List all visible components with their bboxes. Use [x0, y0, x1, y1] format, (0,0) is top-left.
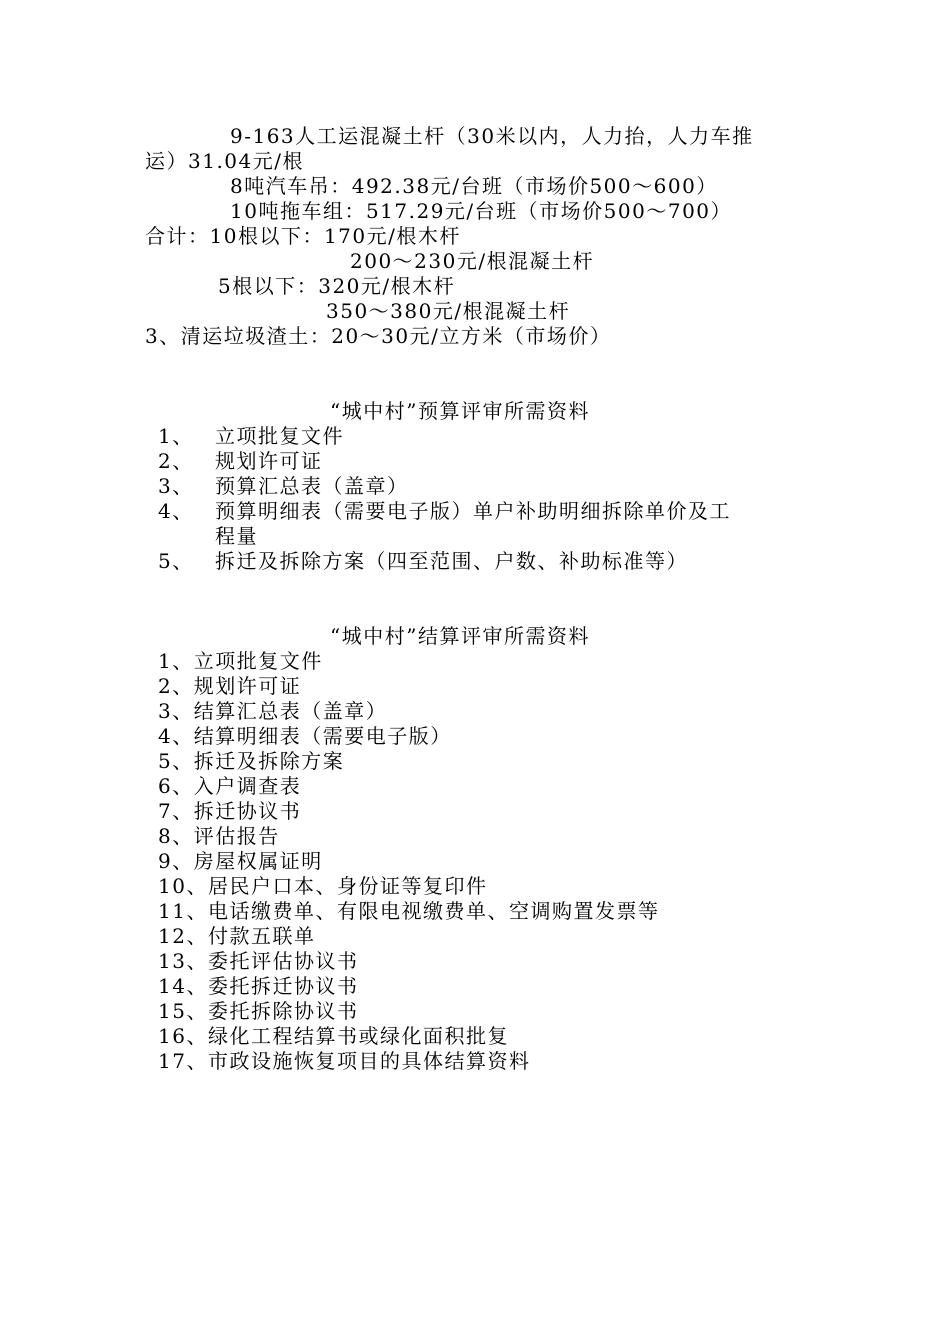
budget-item-text: 预算汇总表（盖章） [215, 474, 409, 498]
budget-item-text: 规划许可证 [215, 449, 323, 473]
budget-item-number: 5、 [158, 549, 194, 573]
settlement-item-11: 11、电话缴费单、有限电视缴费单、空调购置发票等 [158, 899, 660, 923]
settlement-item-16: 16、绿化工程结算书或绿化面积批复 [158, 1024, 509, 1048]
settlement-item-12: 12、付款五联单 [158, 924, 316, 948]
budget-item-number: 1、 [158, 424, 194, 448]
settlement-item-2: 2、规划许可证 [158, 674, 302, 698]
pricing-line-9: 3、清运垃圾渣土：20～30元/立方米（市场价） [145, 324, 612, 348]
settlement-section-title: “城中村”结算评审所需资料 [330, 624, 590, 648]
settlement-item-5: 5、拆迁及拆除方案 [158, 749, 345, 773]
budget-item-5 [158, 549, 688, 574]
settlement-item-9: 9、房屋权属证明 [158, 849, 323, 873]
budget-item-4-continuation: 程量 [215, 524, 258, 548]
budget-item-number: 4、 [158, 499, 194, 523]
settlement-item-7: 7、拆迁协议书 [158, 799, 302, 823]
settlement-item-1: 1、立项批复文件 [158, 649, 323, 673]
settlement-item-10: 10、居民户口本、身份证等复印件 [158, 874, 488, 898]
settlement-item-14: 14、委托拆迁协议书 [158, 974, 359, 998]
budget-item-1 [158, 424, 344, 449]
pricing-line-6: 200～230元/根混凝土杆 [350, 249, 595, 273]
settlement-item-3: 3、结算汇总表（盖章） [158, 699, 388, 723]
budget-item-4 [158, 499, 731, 524]
budget-item-text: 拆迁及拆除方案（四至范围、户数、补助标准等） [215, 549, 688, 573]
settlement-item-6: 6、入户调查表 [158, 774, 302, 798]
pricing-line-8: 350～380元/根混凝土杆 [326, 299, 571, 323]
pricing-line-4: 10吨拖车组：517.29元/台班（市场价500～700） [230, 199, 733, 223]
settlement-item-4: 4、结算明细表（需要电子版） [158, 724, 452, 748]
settlement-item-8: 8、评估报告 [158, 824, 280, 848]
pricing-line-1: 9-163人工运混凝土杆（30米以内，人力抬，人力车推 [230, 124, 754, 148]
pricing-line-5: 合计：10根以下：170元/根木杆 [145, 224, 461, 248]
budget-section-title: “城中村”预算评审所需资料 [330, 399, 590, 423]
settlement-item-15: 15、委托拆除协议书 [158, 999, 359, 1023]
budget-item-2 [158, 449, 323, 474]
settlement-item-17: 17、市政设施恢复项目的具体结算资料 [158, 1049, 531, 1073]
budget-item-3 [158, 474, 409, 499]
settlement-item-13: 13、委托评估协议书 [158, 949, 359, 973]
pricing-line-3: 8吨汽车吊：492.38元/台班（市场价500～600） [230, 174, 718, 198]
budget-item-text: 预算明细表（需要电子版）单户补助明细拆除单价及工 [215, 499, 731, 523]
budget-item-number: 3、 [158, 474, 194, 498]
budget-item-number: 2、 [158, 449, 194, 473]
budget-item-text: 立项批复文件 [215, 424, 344, 448]
pricing-line-2: 运）31.04元/根 [145, 149, 304, 173]
pricing-line-7: 5根以下：320元/根木杆 [218, 274, 456, 298]
